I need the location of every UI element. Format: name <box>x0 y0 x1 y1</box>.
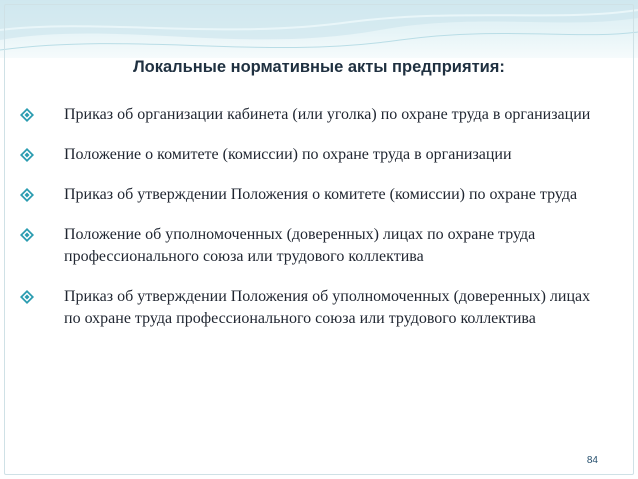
bullet-list <box>0 104 638 330</box>
list-item <box>0 144 638 166</box>
slide-title: Локальные нормативные акты предприятия: <box>133 58 505 76</box>
list-item-text: Приказ об утверждении Положения об уполномоченных (доверенных) лицах по охране труда профессионального союза или трудового коллектива <box>64 288 591 327</box>
list-item <box>0 184 638 206</box>
list-item <box>0 286 638 330</box>
list-item-text: Положение об уполномоченных (доверенных) лицах по охране труда профессионального союза или трудового коллектива <box>64 226 536 265</box>
diamond-bullet-icon <box>20 188 34 202</box>
diamond-bullet-icon <box>20 108 34 122</box>
header-band <box>0 0 638 58</box>
list-item-text: Приказ об организации кабинета (или уголка) по охране труда в организации <box>64 106 591 123</box>
list-item <box>0 104 638 126</box>
decorative-waves <box>0 0 638 58</box>
diamond-bullet-icon <box>20 228 34 242</box>
page-number: 84 <box>586 455 598 466</box>
diamond-bullet-icon <box>20 148 34 162</box>
diamond-bullet-icon <box>20 290 34 304</box>
list-item-text: Положение о комитете (комиссии) по охране труда в организации <box>64 146 512 163</box>
list-item-text: Приказ об утверждении Положения о комитете (комиссии) по охране труда <box>64 186 578 203</box>
list-item <box>0 224 638 268</box>
